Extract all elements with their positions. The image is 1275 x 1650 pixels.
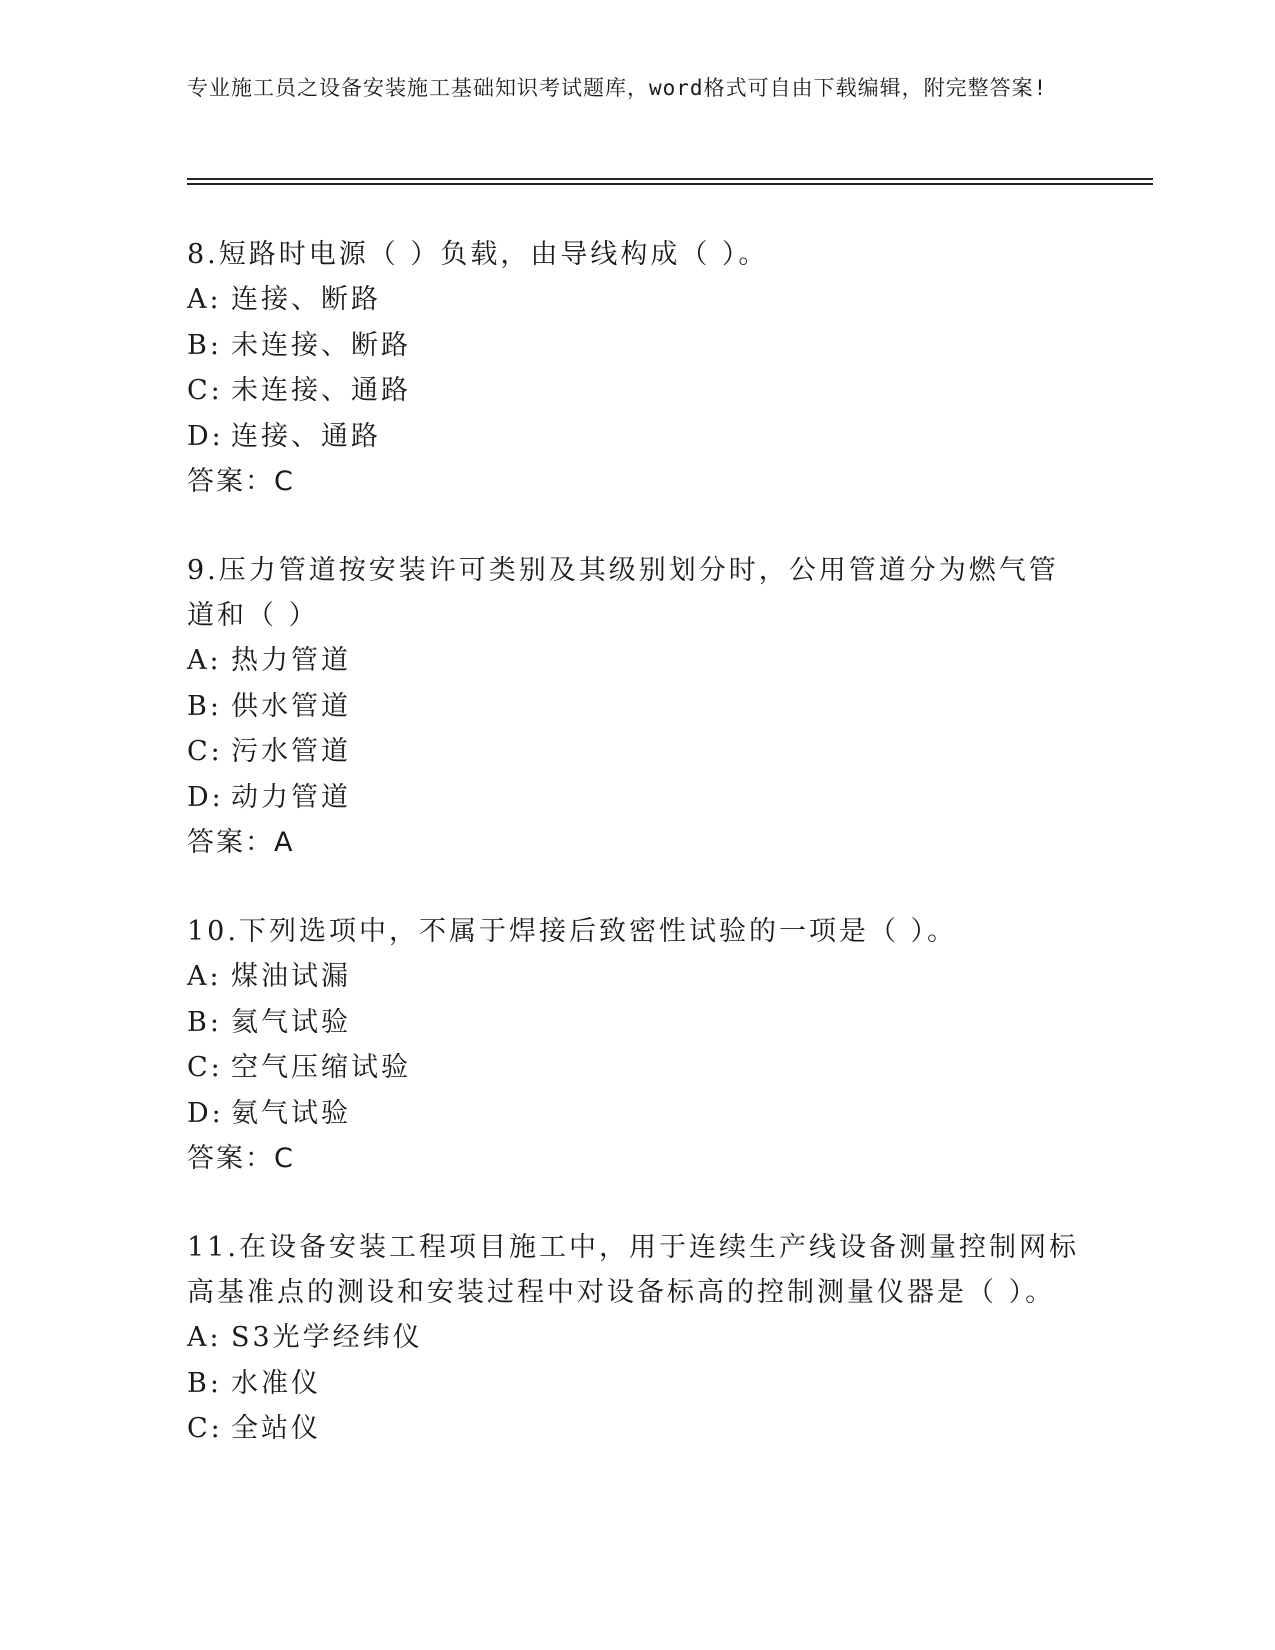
question-list xyxy=(187,232,1087,1496)
option-text: 连接、断路 xyxy=(231,284,381,315)
option-text: 连接、通路 xyxy=(231,420,381,452)
option-letter: B: xyxy=(187,690,222,722)
option-a xyxy=(187,277,1087,323)
option-letter: D: xyxy=(187,781,224,813)
option-a xyxy=(187,954,1087,1000)
option-c xyxy=(187,368,1087,414)
option-letter: A: xyxy=(187,961,222,992)
question-text: 10.下列选项中，不属于焊接后致密性试验的一项是（ ）。 xyxy=(187,916,958,947)
option-d xyxy=(187,775,1087,821)
option-text: 全站仪 xyxy=(231,1413,321,1444)
option-letter: D: xyxy=(187,1097,224,1129)
option-text: 热力管道 xyxy=(231,645,351,676)
answer-line: 答案：C xyxy=(187,466,295,497)
question-8 xyxy=(187,232,1087,504)
option-c xyxy=(187,729,1087,775)
question-11 xyxy=(187,1225,1087,1452)
header-divider-double xyxy=(187,183,1153,185)
option-b xyxy=(187,1361,1087,1407)
document-header: 专业施工员之设备安装施工基础知识考试题库，word格式可自由下载编辑，附完整答案! xyxy=(187,76,1048,100)
question-text: 9.压力管道按安装许可类别及其级别划分时，公用管道分为燃气管道和（ ） xyxy=(187,555,1059,631)
option-text: S3光学经纬仪 xyxy=(231,1322,423,1353)
question-10 xyxy=(187,909,1087,1181)
option-text: 氨气试验 xyxy=(231,1097,351,1129)
option-text: 污水管道 xyxy=(231,736,351,767)
option-d xyxy=(187,1091,1087,1137)
option-letter: B: xyxy=(187,1006,222,1038)
option-c xyxy=(187,1045,1087,1091)
option-letter: A: xyxy=(187,1322,222,1353)
option-text: 未连接、通路 xyxy=(231,375,411,406)
option-text: 供水管道 xyxy=(231,690,351,722)
option-c xyxy=(187,1406,1087,1452)
question-9 xyxy=(187,548,1087,865)
option-text: 动力管道 xyxy=(231,781,351,813)
option-letter: A: xyxy=(187,284,222,315)
option-letter: C: xyxy=(187,375,223,406)
option-letter: C: xyxy=(187,1052,223,1083)
option-letter: C: xyxy=(187,736,223,767)
option-text: 水准仪 xyxy=(231,1367,321,1399)
option-letter: A: xyxy=(187,645,222,676)
option-text: 氦气试验 xyxy=(231,1006,351,1038)
option-letter: D: xyxy=(187,420,224,452)
option-b xyxy=(187,323,1087,369)
option-text: 未连接、断路 xyxy=(231,329,411,361)
option-b xyxy=(187,1000,1087,1046)
answer-line: 答案：A xyxy=(187,827,295,858)
option-letter: B: xyxy=(187,329,222,361)
option-b xyxy=(187,684,1087,730)
option-a xyxy=(187,1315,1087,1361)
option-text: 空气压缩试验 xyxy=(231,1052,411,1083)
option-d xyxy=(187,414,1087,460)
question-text: 11.在设备安装工程项目施工中，用于连续生产线设备测量控制网标高基准点的测设和安装过程中对设备标高的控制测量仪器是（ ）。 xyxy=(187,1232,1079,1308)
option-letter: C: xyxy=(187,1413,223,1444)
option-text: 煤油试漏 xyxy=(231,961,351,992)
option-a xyxy=(187,638,1087,684)
option-letter: B: xyxy=(187,1367,222,1399)
answer-line: 答案：C xyxy=(187,1143,295,1174)
header-divider xyxy=(187,178,1153,180)
question-text: 8.短路时电源（ ）负载，由导线构成（ ）。 xyxy=(187,239,769,270)
